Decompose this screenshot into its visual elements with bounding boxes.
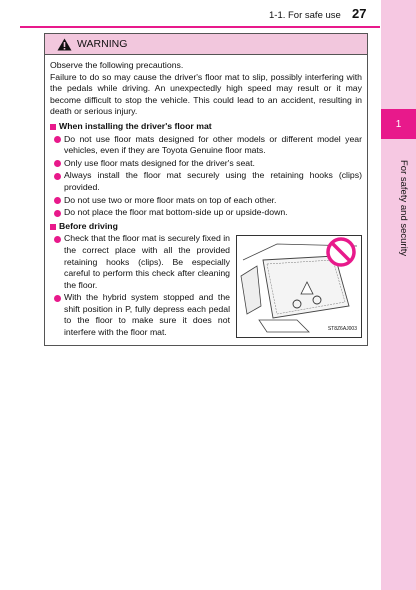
bullet-dot-icon: [54, 136, 61, 143]
floor-mat-drawing: [237, 236, 361, 337]
list-item-text: Only use floor mats designed for the driver's seat.: [64, 157, 255, 168]
warning-box: [44, 33, 368, 346]
warning-header: [45, 34, 367, 55]
subheading-installing-label: When installing the driver's floor mat: [59, 120, 212, 131]
installing-list: [50, 134, 362, 219]
list-item: [50, 292, 230, 338]
chapter-side-tab: [381, 0, 416, 590]
bullet-dot-icon: [54, 197, 61, 204]
chapter-number-tab[interactable]: 1: [381, 109, 416, 139]
bullet-dot-icon: [54, 236, 61, 243]
list-item: [50, 158, 362, 170]
section-title: 1-1. For safe use: [269, 10, 341, 21]
list-item: [50, 195, 362, 207]
subheading-before-driving: [50, 221, 362, 233]
list-item: [50, 170, 362, 193]
subheading-installing: [50, 121, 362, 133]
list-item-text: Do not use two or more floor mats on top of each other.: [64, 194, 277, 205]
list-item: [50, 207, 362, 219]
list-item-text: With the hybrid system stopped and the shift position in P, fully depress each pedal to the floor to make sure it does not interfere with the floor mat.: [64, 292, 230, 338]
bullet-dot-icon: [54, 295, 61, 302]
bullet-dot-icon: [54, 210, 61, 217]
before-driving-list: [50, 233, 230, 339]
list-item-text: Always install the floor mat securely using the retaining hooks (clips) provided.: [64, 170, 362, 192]
chapter-label: For safety and security: [398, 160, 409, 257]
bullet-dot-icon: [54, 160, 61, 167]
list-item-text: Check that the floor mat is securely fixed in the correct place with all the provided retaining hooks (clips). Be especially careful to perform this check after cleaning the floor.: [64, 233, 230, 290]
before-driving-block: [50, 233, 362, 339]
list-item: [50, 233, 230, 291]
warning-intro: [50, 60, 362, 118]
intro-line: Observe the following precautions.: [50, 60, 184, 70]
list-item-text: Do not place the floor mat bottom-side up or upside-down.: [64, 207, 288, 218]
intro-detail: Failure to do so may cause the driver's floor mat to slip, possibly interfering with the pedals while driving. An unexpectedly high speed may result or it may become difficult to stop the vehicle. This could lead to an accident, resulting in death or serious injury.: [50, 71, 362, 117]
square-bullet-icon: [50, 124, 56, 130]
figure-code: ST8Z6AJ003: [327, 325, 357, 332]
square-bullet-icon: [50, 224, 56, 230]
warning-body: [45, 55, 367, 340]
warning-title: WARNING: [77, 38, 128, 50]
page-number: 27: [352, 6, 367, 21]
bullet-dot-icon: [54, 173, 61, 180]
header-rule: [20, 26, 380, 28]
list-item-text: Do not use floor mats designed for other models or different model year vehicles, even if they are Toyota Genuine floor mats.: [64, 133, 362, 156]
floor-mat-illustration: [236, 235, 362, 338]
subheading-before-driving-label: Before driving: [59, 220, 118, 231]
list-item: [50, 134, 362, 157]
warning-triangle-icon: [57, 38, 72, 51]
